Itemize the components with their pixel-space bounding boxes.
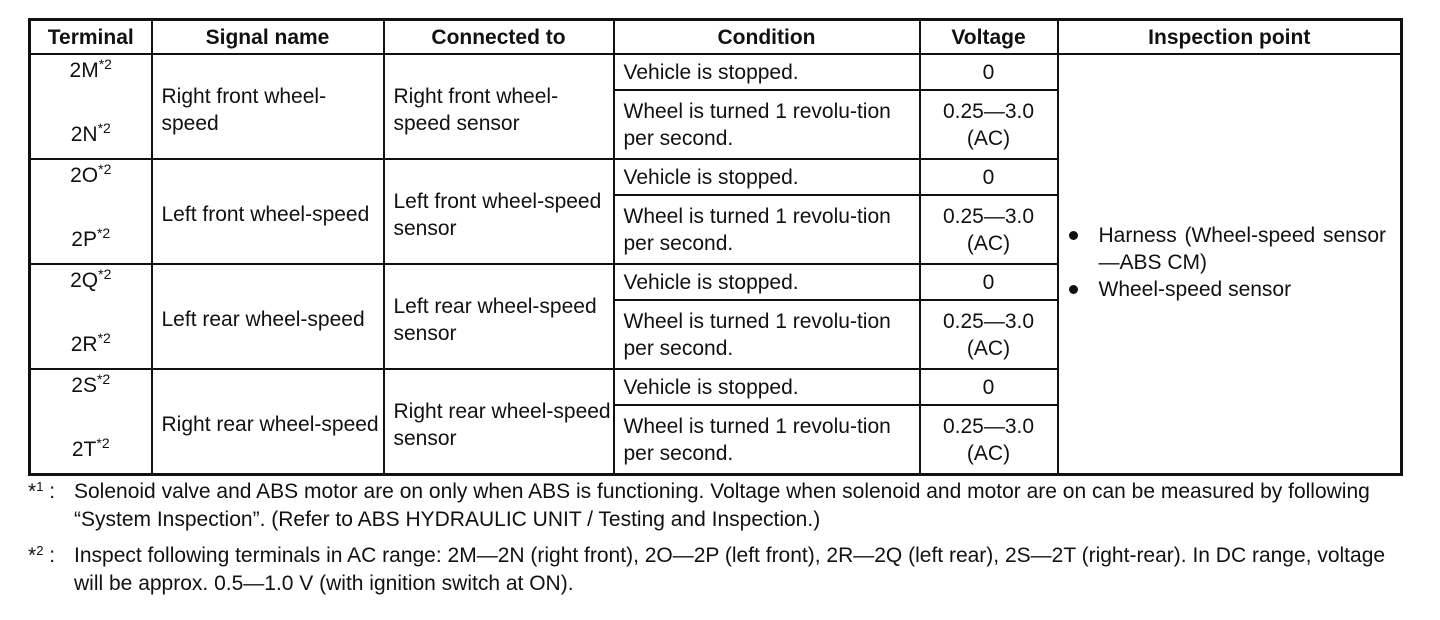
footnote-mark: *$^1$ : [28,479,56,503]
table-row [30,54,1402,90]
footnote [28,478,1400,534]
inspection-point-cell [1058,54,1402,475]
footnote-text: Solenoid valve and ABS motor are on only when ABS is functioning. Voltage when solenoid and motor are on can be measured by following “System Inspection”. (Refer to ABS HYDRAULIC UNIT / Testing and Inspection.) [74,480,1370,531]
footnote [28,542,1400,598]
terminal-code: $2Q^{*2}$ [70,266,112,292]
condition-cell: Vehicle is stopped. [614,54,920,90]
list-item: Harness (Wheel-speed sensor—ABS CM) [1069,222,1387,276]
header-condition: Condition [614,20,920,55]
voltage-cell: 0 [920,369,1058,405]
terminal-code: $2S^{*2}$ [71,371,111,397]
terminal-code: $2M^{*2}$ [69,56,112,82]
footnotes [28,478,1400,606]
terminal-code: $2R^{*2}$ [70,330,111,356]
header-terminal: Terminal [30,20,152,55]
header-voltage: Voltage [920,20,1058,55]
terminal-code: $2O^{*2}$ [70,161,112,187]
condition-cell: Vehicle is stopped. [614,369,920,405]
connected-to-cell: Right front wheel-speed sensor [384,54,614,159]
terminal-code: $2P^{*2}$ [71,225,111,251]
voltage-cell: 0.25—3.0 (AC) [920,405,1058,475]
signal-name-cell: Left front wheel-speed [152,159,384,264]
terminal-spec-table [28,18,1403,476]
connected-to-cell: Right rear wheel-speed sensor [384,369,614,475]
terminal-code: $2N^{*2}$ [70,120,111,146]
voltage-cell: 0 [920,264,1058,300]
header-inspection-point: Inspection point [1058,20,1402,55]
voltage-cell: 0.25—3.0 (AC) [920,300,1058,369]
voltage-cell: 0 [920,54,1058,90]
condition-cell: Wheel is turned 1 revolu-tion per second. [614,90,920,159]
voltage-cell: 0 [920,159,1058,195]
connected-to-cell: Left rear wheel-speed sensor [384,264,614,369]
voltage-cell: 0.25—3.0 (AC) [920,90,1058,159]
condition-cell: Vehicle is stopped. [614,264,920,300]
list-item: Wheel-speed sensor [1069,276,1387,303]
connected-to-cell: Left front wheel-speed sensor [384,159,614,264]
signal-name-cell: Right front wheel-speed [152,54,384,159]
footnote-mark: *$^2$ : [28,543,56,567]
terminal-code: $2T^{*2}$ [71,435,110,461]
condition-cell: Wheel is turned 1 revolu-tion per second. [614,195,920,264]
header-connected-to: Connected to [384,20,614,55]
signal-name-cell: Left rear wheel-speed [152,264,384,369]
header-signal-name: Signal name [152,20,384,55]
voltage-cell: 0.25—3.0 (AC) [920,195,1058,264]
footnote-text: Inspect following terminals in AC range: 2M—2N (right front), 2O—2P (left front), 2R—2Q (left rear), 2S—2T (right-rear). In DC range, voltage will be approx. 0.5—1.0 V (with ignition switch at ON). [74,544,1386,595]
condition-cell: Wheel is turned 1 revolu-tion per second. [614,300,920,369]
condition-cell: Vehicle is stopped. [614,159,920,195]
condition-cell: Wheel is turned 1 revolu-tion per second. [614,405,920,475]
terminal-cell [30,264,152,369]
inspection-list [1069,222,1387,303]
terminal-cell [30,54,152,159]
table-header-row [30,20,1402,55]
signal-name-cell: Right rear wheel-speed [152,369,384,475]
bullet-icon [1069,231,1078,240]
terminal-cell [30,369,152,475]
terminal-cell [30,159,152,264]
bullet-icon [1069,285,1078,294]
